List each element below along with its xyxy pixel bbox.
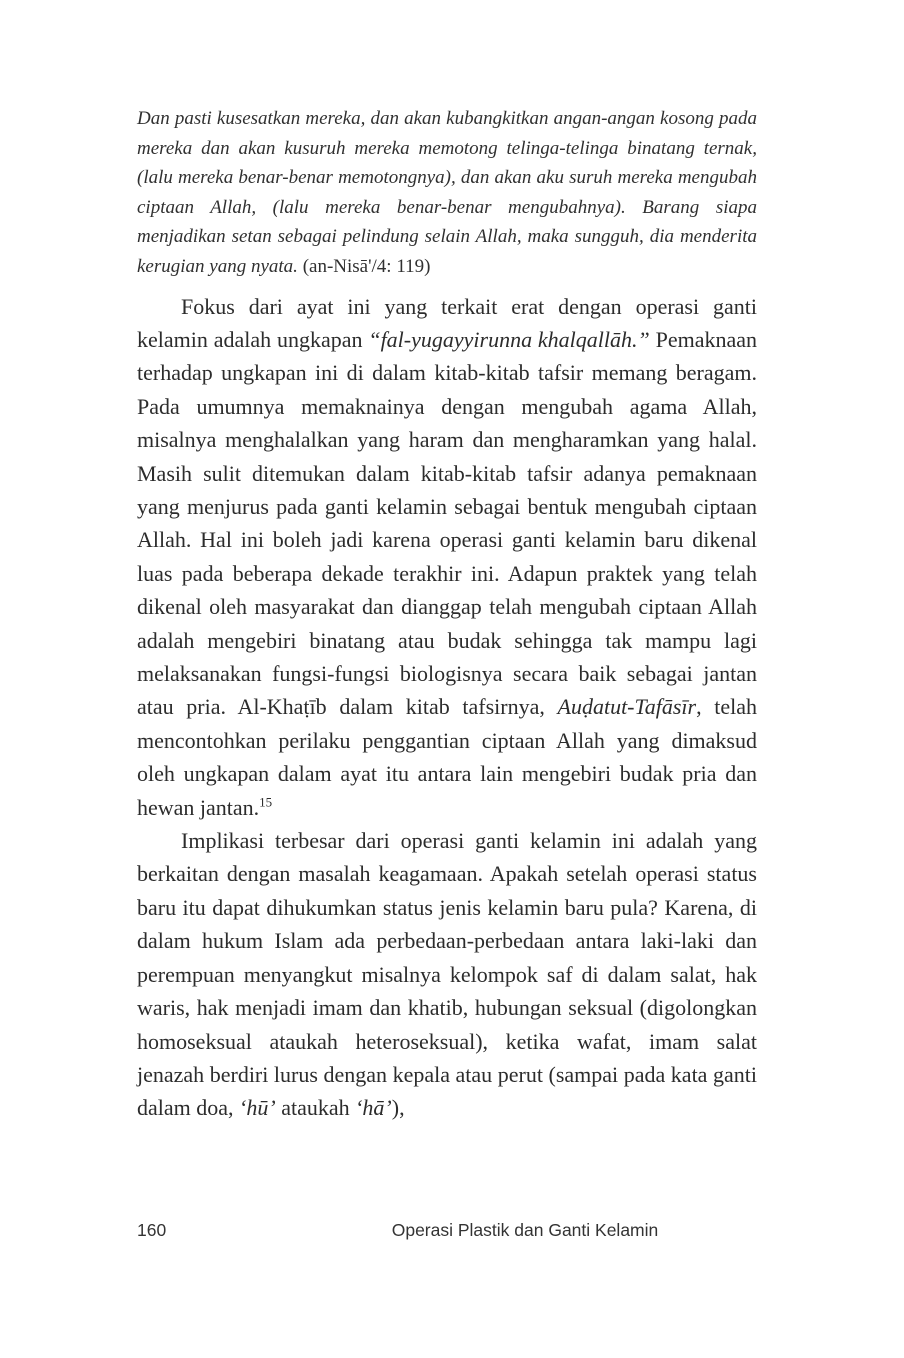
paragraph-tafsir-discussion: Fokus dari ayat ini yang terkait erat dengan operasi ganti kelamin adalah ungkapan “fal-yugayyirunna khalqallāh.” Pemaknaan terhadap ungkapan ini di dalam kitab-kitab tafsir memang beragam. Pada umumnya memaknainya dengan mengubah agama Allah, misalnya menghalalkan yang haram dan mengharamkan yang halal. Masih sulit ditemukan dalam kitab-kitab tafsir adanya pemaknaan yang menjurus pada ganti kelamin sebagai bentuk mengubah ciptaan Allah. Hal ini boleh jadi karena operasi ganti kelamin baru dikenal luas pada beberapa dekade terakhir ini. Adapun praktek yang telah dikenal oleh masyarakat dan dianggap telah mengubah ciptaan Allah adalah mengebiri binatang atau budak sehingga tak mampu lagi melaksanakan fungsi-fungsi biologisnya secara baik sebagai jantan atau pria. Al-Khaṭīb dalam kitab tafsirnya, Auḍatut-Tafāsīr, telah mencontohkan perilaku penggantian ciptaan Allah yang dimaksud oleh ungkapan dalam ayat itu antara lain mengebiri budak pria dan hewan jantan.$^{15}$ [137,293,758,820]
text-block [137,0,757,1125]
running-title: Operasi Plastik dan Ganti Kelamin [391,1220,659,1240]
paragraph-religious-implications: Implikasi terbesar dari operasi ganti kelamin ini adalah yang berkaitan dengan masalah keagamaan. Apakah setelah operasi status baru itu dapat dihukumkan status jenis kelamin baru pula? Karena, di dalam hukum Islam ada perbedaan-perbedaan antara laki-laki dan perempuan menyangkut misalnya kelompok saf di dalam salat, hak waris, hak menjadi imam dan khatib, hubungan seksual (digolongkan homoseksual ataukah heteroseksual), ketika wafat, imam salat jenazah berdiri lurus dengan kepala atau perut (sampai pada kata ganti dalam doa, ‘hū’ ataukah ‘hā’), [137,828,757,1121]
page-number: 160 [137,1220,167,1240]
quran-translation-quote: Dan pasti kusesatkan mereka, dan akan kubangkitkan angan-angan kosong pada mereka dan akan kusuruh mereka memotong telinga-telinga binatang ternak, (lalu mereka benar-benar memotongnya), dan akan aku suruh mereka mengubah ciptaan Allah, (lalu mereka benar-benar mengubahnya). Barang siapa menjadikan setan sebagai pelindung selain Allah, maka sungguh, dia menderita kerugian yang nyata. (an-Nisā'/4: 119) [137,108,757,277]
page-footer [0,1220,904,1250]
